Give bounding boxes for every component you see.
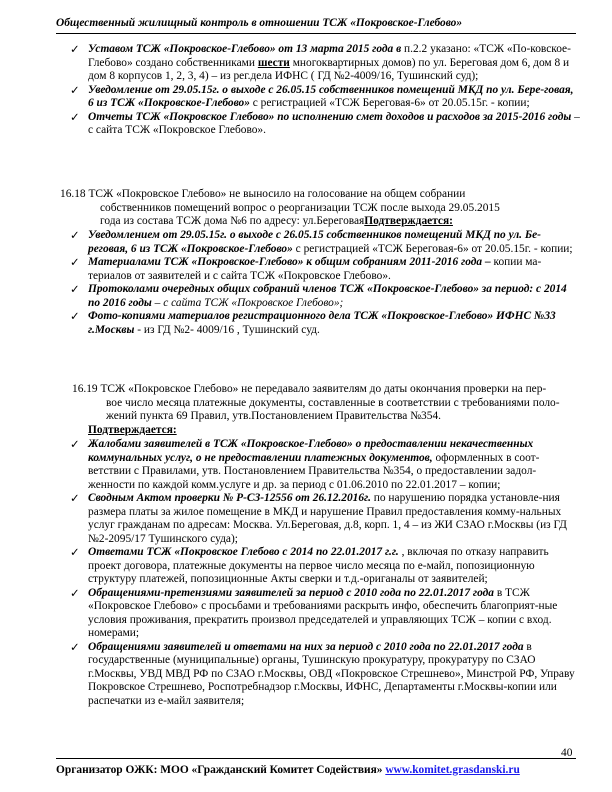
list-item: ✓ Уставом ТСЖ «Покровское-Глебово» от 13 марта 2015 года в п.2.2 указано: «ТСЖ «По-ковское-Глебово» создано собственниками шести многоквартирных домов) по ул. Береговая дом 6, дом 8 и дом 8 корпусов 1, 2, 3, 4) – из рег.дела ИФНС ( ГД №2-4009/16, Тушинский суд); <box>70 42 571 82</box>
list-item: ✓ Протоколами очередных общих собраний членов ТСЖ «Покровское-Глебово» за период: с 2014 по 2016 годы – с сайта ТСЖ «Покровское Глебово»; <box>70 282 567 309</box>
checkmark-icon: ✓ <box>70 109 80 124</box>
checkmark-icon: ✓ <box>70 42 80 56</box>
checkmark-icon: ✓ <box>70 309 80 323</box>
checkmark-icon: ✓ <box>70 545 80 559</box>
page-footer <box>56 758 576 778</box>
checkmark-icon: ✓ <box>70 639 80 654</box>
confirm-label: Подтверждается: <box>364 215 453 227</box>
list-item: ✓ Обращениями-претензиями заявителей за период с 2010 года по 22.01.2017 года в ТСЖ «Покровское Глебово» с просьбами и требованиями раскрыть инфо, обеспечить благоприят-ные условия проживания, прекратить произвол председателей и управляющих ТСЖ – копии с вход. номерами; <box>70 585 558 639</box>
checkmark-icon: ✓ <box>70 255 80 269</box>
list-item: ✓ Фото-копиями материалов регистрационного дела ТСЖ «Покровское-Глебово» ИФНС №33 г.Москвы - из ГД №2- 4009/16 , Тушинский суд. <box>70 309 556 336</box>
checkmark-icon: ✓ <box>70 82 80 97</box>
checkmark-icon: ✓ <box>70 282 80 296</box>
evidence-list-2 <box>60 229 580 337</box>
evidence-list-1 <box>60 43 580 138</box>
footer-website-link[interactable]: www.komitet.grasdanski.ru <box>385 764 520 776</box>
list-item: ✓ Жалобами заявителей в ТСЖ «Покровское-Глебово» о предоставлении некачественных коммунальных услуг, о не предоставлении платежных документов, оформленных в соот-ветствии с Правилами, утв. Постановлением Правительства №354, о предоставлении задол-женности по каждой комм.услуге и др. за период с 01.06.2010 по 22.01.2017 – копии; <box>70 437 540 491</box>
page-number: 40 <box>561 747 573 759</box>
list-item: ✓ Уведомлением от 29.05.15г. о выходе с 26.05.15 собственников помещений МКД по ул. Бе-реговая, 6 из ТСЖ «Покровское-Глебово» с регистрацией «ТСЖ Береговая-6» от 20.05.15г. - копии; <box>70 228 573 255</box>
checkmark-icon: ✓ <box>70 585 80 600</box>
section-16-18: 16.18 ТСЖ «Покровское Глебово» не выносило на голосование на общем собрании собственников помещений вопрос о реорганизации ТСЖ после выхода 29.05.2015 года из состава ТСЖ дома №6 по адресу: ул.БереговаяПодтверждается: <box>60 188 500 227</box>
checkmark-icon: ✓ <box>70 228 80 242</box>
page-header: Общественный жилищный контроль в отношении ТСЖ «Покровское-Глебово» <box>56 17 576 34</box>
list-item: ✓ Отчеты ТСЖ «Покровское Глебово» по исполнению смет доходов и расходов за 2015-2016 годы – с сайта ТСЖ «Покровское Глебово». <box>70 109 580 136</box>
list-item: ✓ Сводным Актом проверки № Р-СЗ-12556 от 26.12.2016г. по нарушению порядка установле-ния размера платы за жилое помещение в МКД и нарушение Правил предоставления комму-нальных услуг гражданам по адресам: Москва. Ул.Береговая, д.8, корп. 1, 4 – из ЖИ СЗАО г.Москвы (из ГД №2-2095/17 Тушинского суда); <box>70 491 567 545</box>
list-item: ✓ Материалами ТСЖ «Покровское-Глебово» к общим собраниям 2011-2016 года – копии ма-териалов от заявителей и с сайта ТСЖ «Покровское Глебово». <box>70 255 542 282</box>
footer-organizer: Организатор ОЖК: МОО «Гражданский Комитет Содействия» <box>56 764 386 776</box>
checkmark-icon: ✓ <box>70 437 80 451</box>
list-item: ✓ Уведомление от 29.05.15г. о выходе с 26.05.15 собственников помещений МКД по ул. Бере-говая, 6 из ТСЖ «Покровское-Глебово» с регистрацией «ТСЖ Береговая-6» от 20.05.15г. - копии; <box>70 82 574 109</box>
list-item: ✓ Обращениями заявителей и ответами на них за период с 2010 года по 22.01.2017 года в государственные (муниципальные) органы, Тушинскую прокуратуру, прокуратуру по СЗАО г.Москвы, УВД МВД РФ по СЗАО г.Москвы, ОВД «Покровское Стрешнево», Минстрой РФ, Управу Покровское Стрешнево, Роспотребнадзор г.Москвы, ИФНС, Департаменты г.Москвы-копии или распечатки из е-майл заявителя; <box>70 639 575 707</box>
evidence-list-3 <box>60 438 580 708</box>
confirm-label: Подтверждается: <box>88 424 177 436</box>
list-item: ✓ Ответами ТСЖ «Покровское Глебово с 2014 по 22.01.2017 г.г. , включая по отказу направить проект договора, платежные документы на первое число месяца по е-майл, попозиционную структуру платежей, попозиционные Акты сверки и т.д.-ориганалы от заявителей; <box>70 545 549 585</box>
section-16-19: 16.19 ТСЖ «Покровское Глебово» не передавало заявителям до даты окончания проверки на пер- вое число месяца платежные документы, составленные в соответствии с требованиями поло- жений пункта 69 Правил, утв.Постановлением Правительства №354. <box>72 383 560 422</box>
checkmark-icon: ✓ <box>70 491 80 505</box>
